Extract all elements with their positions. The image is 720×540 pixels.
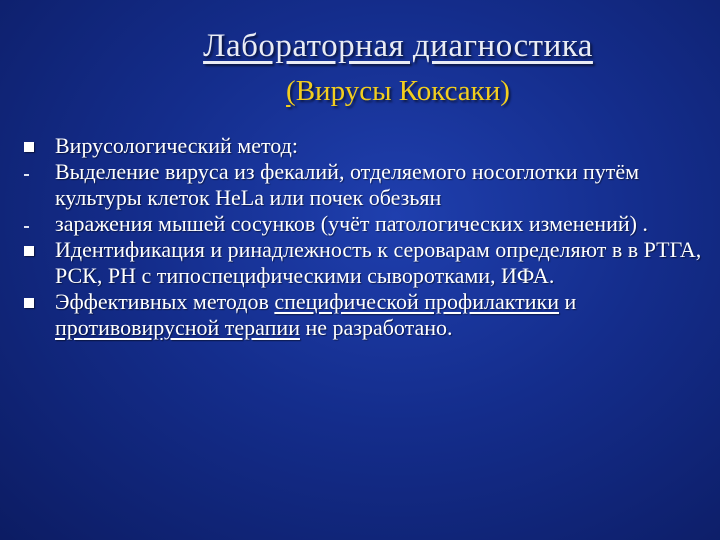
square-bullet-icon — [22, 237, 46, 263]
subtitle-paren: ( — [286, 75, 296, 107]
list-item — [22, 211, 702, 237]
bullet-list — [22, 133, 702, 341]
square-bullet-icon — [22, 133, 46, 159]
list-item-text: Идентификация и ринадлежность к сероварам определяют в в РТГА, РСК, РН с типоспецифическими сыворотками, ИФА. — [55, 237, 702, 288]
slide-subtitle — [0, 70, 720, 112]
slide-title: Лабораторная диагностика — [203, 28, 593, 64]
text-part: не разработано. — [299, 315, 453, 340]
dash-bullet-icon — [22, 211, 46, 237]
square-bullet-icon — [22, 289, 46, 315]
text-part: Эффективных методов — [55, 289, 275, 314]
list-item-text: Выделение вируса из фекалий, отделяемого носоглотки путём культуры клеток HeLa или почек обезьян — [55, 159, 640, 210]
list-item — [22, 133, 702, 159]
text-part: и — [559, 289, 577, 314]
list-item — [22, 159, 702, 211]
list-item-text: заражения мышей сосунков (учёт патологических изменений) . — [55, 211, 648, 236]
list-item — [22, 237, 702, 289]
list-item-text — [55, 289, 576, 340]
subtitle-text: Вирусы Коксаки) — [295, 75, 510, 107]
underlined-term: противовирусной терапии — [55, 315, 300, 340]
list-item — [22, 289, 702, 341]
list-item-text: Вирусологический метод: — [55, 133, 298, 158]
underlined-term: специфической профилактики — [274, 289, 560, 314]
dash-bullet-icon — [22, 159, 46, 185]
title-block — [0, 26, 720, 112]
